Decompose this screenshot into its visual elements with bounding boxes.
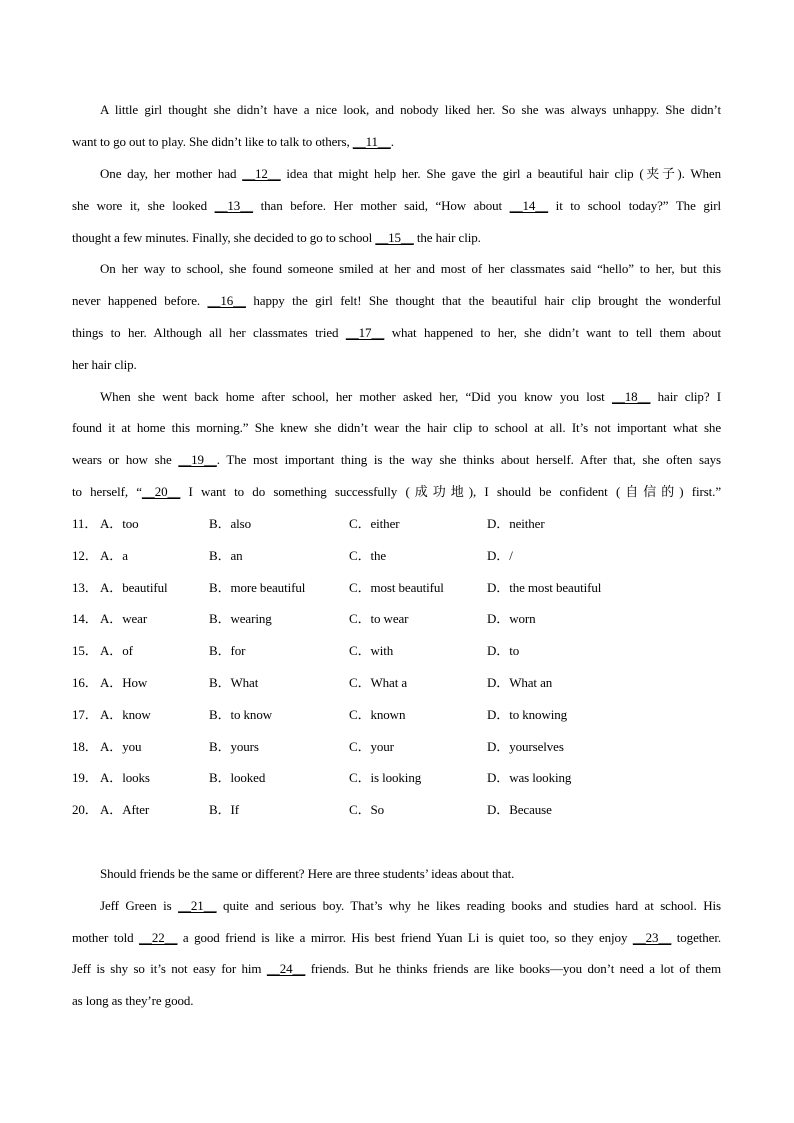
blank-13: __13__	[214, 198, 254, 213]
question-number: 16．	[72, 675, 98, 690]
option-c[interactable]: C．What a	[349, 675, 408, 690]
question-row	[72, 547, 712, 565]
blank-15: __15__	[375, 230, 414, 245]
blank-16: __16__	[207, 293, 246, 308]
option-d[interactable]: D．Because	[487, 802, 552, 818]
option-c[interactable]: C．So	[349, 802, 385, 818]
option-a[interactable]: A．too	[100, 516, 139, 531]
option-b[interactable]: B．wearing	[209, 611, 272, 627]
option-b[interactable]: B．more beautiful	[209, 579, 306, 595]
question-number: 17．	[72, 706, 98, 722]
passage2-line: mother told __22__ a good friend is like a mirror. His best friend Yuan Li is quiet too, so they enjoy __23__ together.	[72, 930, 721, 945]
passage2-line: Jeff is shy so it’s not easy for him __24__ friends. But he thinks friends are like books—you don’t need a lot of them	[72, 961, 721, 976]
option-c[interactable]: C．the	[349, 547, 387, 563]
blank-18: __18__	[611, 389, 651, 404]
passage1-line: to herself, “__20__ I want to do something successfully (成功地), I should be confident (自信的) first.”	[72, 484, 721, 499]
passage2-line: Should friends be the same or different? Here are three students’ ideas about that.	[100, 866, 515, 881]
passage1-line: thought a few minutes. Finally, she decided to go to school __15__ the hair clip.	[72, 230, 481, 245]
option-b[interactable]: B．for	[209, 643, 246, 659]
option-c[interactable]: C．most beautiful	[349, 579, 444, 595]
passage1-line: One day, her mother had __12__ idea that might help her. She gave the girl a beautiful hair clip (夹子). When	[100, 166, 721, 181]
option-d[interactable]: D．What an	[487, 675, 553, 690]
question-row	[72, 610, 712, 628]
blank-20: __20__	[141, 484, 181, 499]
passage1-line: her hair clip.	[72, 357, 137, 372]
option-c[interactable]: C．your	[349, 738, 394, 754]
question-row	[72, 801, 712, 819]
passage1-line: When she went back home after school, her mother asked her, “Did you know you lost __18__ hair clip? I	[100, 389, 721, 404]
blank-11: __11__	[352, 134, 391, 149]
question-number: 13．	[72, 579, 98, 595]
question-number: 20．	[72, 802, 98, 818]
blank-24: __24__	[266, 961, 306, 976]
passage1-line: she wore it, she looked __13__ than before. Her mother said, “How about __14__ it to school today?” The girl	[72, 198, 721, 213]
blank-19: __19__	[178, 452, 217, 467]
option-d[interactable]: D．yourselves	[487, 738, 564, 754]
option-c[interactable]: C．with	[349, 643, 394, 659]
option-d[interactable]: D．was looking	[487, 770, 572, 786]
option-a[interactable]: A．How	[100, 675, 148, 690]
passage1-line: never happened before. __16__ happy the girl felt! She thought that the beautiful hair clip brought the wonderful	[72, 293, 722, 308]
option-b[interactable]: B．What	[209, 675, 259, 690]
question-number: 11．	[72, 516, 98, 531]
option-a[interactable]: A．looks	[100, 770, 150, 786]
option-d[interactable]: D．/	[487, 547, 513, 563]
passage2-line: Jeff Green is __21__ quite and serious boy. That’s why he likes reading books and studies hard at school. His	[100, 898, 721, 913]
option-a[interactable]: A．a	[100, 547, 128, 563]
option-a[interactable]: A．wear	[100, 611, 148, 627]
option-b[interactable]: B．If	[209, 802, 239, 818]
passage1-line: things to her. Although all her classmates tried __17__ what happened to her, she didn’t want to tell them about	[72, 325, 721, 340]
option-b[interactable]: B．yours	[209, 738, 259, 754]
blank-14: __14__	[509, 198, 549, 213]
option-a[interactable]: A．After	[100, 802, 150, 818]
option-c[interactable]: C．is looking	[349, 770, 422, 786]
question-row	[72, 674, 712, 692]
blank-12: __12__	[242, 166, 281, 181]
blank-21: __21__	[178, 898, 217, 913]
passage1-line: A little girl thought she didn’t have a nice look, and nobody liked her. So she was always unhappy. She didn’t	[100, 102, 721, 117]
option-c[interactable]: C．either	[349, 516, 400, 531]
question-number: 18．	[72, 738, 98, 754]
passage1-line: wears or how she __19__. The most important thing is the way she thinks about herself. After that, she often says	[72, 452, 721, 467]
option-d[interactable]: D．neither	[487, 516, 545, 531]
question-number: 14．	[72, 611, 98, 627]
passage1-line: want to go out to play. She didn’t like to talk to others, __11__.	[72, 134, 394, 149]
option-b[interactable]: B．an	[209, 547, 243, 563]
question-row	[72, 642, 712, 660]
question-row	[72, 706, 712, 724]
option-b[interactable]: B．also	[209, 516, 252, 531]
blank-22: __22__	[139, 930, 178, 945]
option-d[interactable]: D．to	[487, 643, 520, 659]
question-row	[72, 738, 712, 756]
question-number: 12．	[72, 547, 98, 563]
option-a[interactable]: A．you	[100, 738, 142, 754]
question-row	[72, 579, 712, 597]
option-c[interactable]: C．to wear	[349, 611, 409, 627]
passage1-line: found it at home this morning.” She knew she didn’t wear the hair clip to school at all. It’s not important what she	[72, 420, 721, 435]
option-d[interactable]: D．worn	[487, 611, 536, 627]
question-number: 19．	[72, 770, 98, 786]
option-a[interactable]: A．beautiful	[100, 579, 168, 595]
option-b[interactable]: B．to know	[209, 706, 273, 722]
question-row	[72, 515, 712, 533]
passage2-line: as long as they’re good.	[72, 993, 194, 1008]
question-number: 15．	[72, 643, 98, 659]
option-a[interactable]: A．of	[100, 643, 133, 659]
option-d[interactable]: D．the most beautiful	[487, 579, 602, 595]
option-d[interactable]: D．to knowing	[487, 706, 568, 722]
blank-23: __23__	[632, 930, 672, 945]
option-b[interactable]: B．looked	[209, 770, 266, 786]
question-row	[72, 769, 712, 787]
option-a[interactable]: A．know	[100, 706, 151, 722]
passage1-line: On her way to school, she found someone smiled at her and most of her classmates said “hello” to her, but this	[100, 261, 721, 276]
blank-17: __17__	[345, 325, 385, 340]
option-c[interactable]: C．known	[349, 706, 406, 722]
